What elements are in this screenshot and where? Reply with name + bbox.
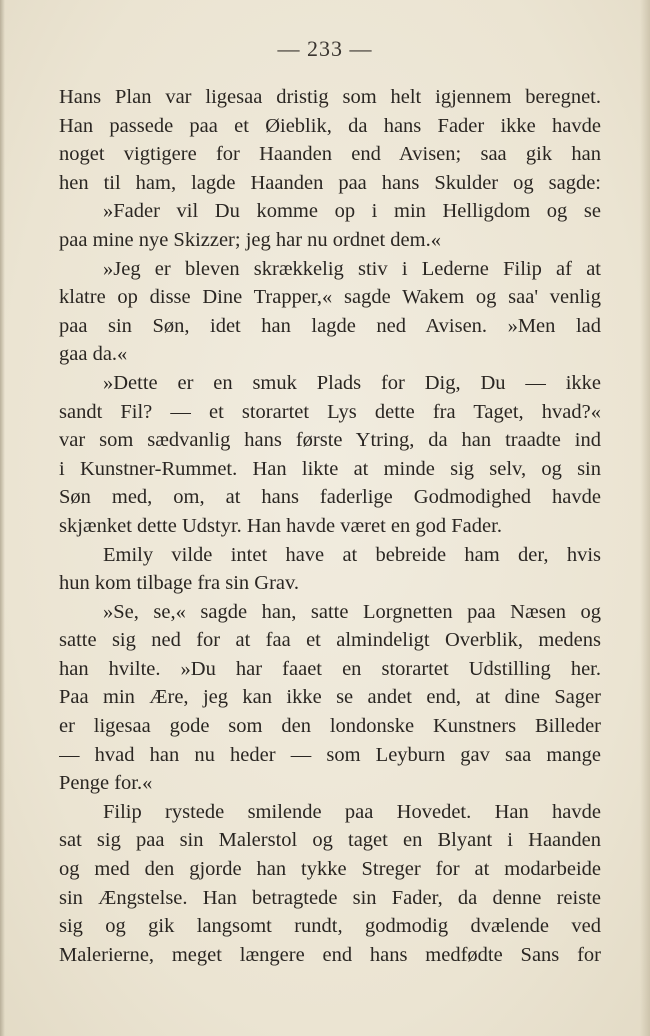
text-line: klatre op disse Dine Trapper,« sagde Wakem og saa' venlig [59, 286, 601, 309]
text-line: »Se, se,« sagde han, satte Lorgnetten paa Næsen og [103, 600, 601, 623]
text-line: Hans Plan var ligesaa dristig som helt igjennem beregnet. [59, 86, 601, 108]
text-line: Søn med, om, at hans faderlige Godmodighed havde [59, 486, 601, 509]
text-line: i Kunstner-Rummet. Han likte at minde sig selv, og sin [59, 457, 601, 480]
text-line: gaa da.« [59, 343, 128, 366]
text-line: er ligesaa gode som den londonske Kunstners Billeder [59, 715, 601, 738]
text-line: »Jeg er bleven skrækkelig stiv i Lederne Filip af at [103, 257, 601, 280]
text-line: noget vigtigere for Haanden end Avisen; saa gik han [59, 143, 601, 166]
text-line: sig og gik langsomt rundt, godmodig dvælende ved [59, 915, 601, 938]
text-line: sandt Fil? — et storartet Lys dette fra Taget, hvad?« [59, 400, 601, 423]
page-number: — 233 — [277, 36, 373, 61]
text-line: »Fader vil Du komme op i min Helligdom og se [103, 200, 601, 223]
text-line: »Dette er en smuk Plads for Dig, Du — ikke [103, 371, 601, 394]
text-line: sat sig paa sin Malerstol og taget en Blyant i Haanden [59, 829, 601, 852]
text-line: Penge for.« [59, 772, 153, 795]
text-line: var som sædvanlig hans første Ytring, da han traadte ind [59, 429, 601, 452]
text-line: skjænket dette Udstyr. Han havde været en god Fader. [59, 514, 502, 537]
text-line: hun kom tilbage fra sin Grav. [59, 572, 300, 595]
text-line: Paa min Ære, jeg kan ikke se andet end, at dine Sager [59, 686, 601, 709]
text-line: Emily vilde intet have at bebreide ham der, hvis [103, 543, 601, 566]
text-line: Malerierne, meget længere end hans medfødte Sans for [59, 943, 601, 966]
text-line: hen til ham, lagde Haanden paa hans Skulder og sagde: [59, 171, 601, 194]
body-text [59, 83, 601, 969]
text-line: satte sig ned for at faa et almindeligt Overblik, medens [59, 629, 601, 652]
text-line: og med den gjorde han tykke Streger for at modarbeide [59, 858, 601, 881]
text-line: Filip rystede smilende paa Hovedet. Han havde [103, 800, 601, 823]
page-right-edge [640, 0, 650, 1036]
text-line: — hvad han nu heder — som Leyburn gav saa mange [59, 743, 601, 766]
text-line: sin Ængstelse. Han betragtede sin Fader, da denne reiste [59, 886, 601, 909]
text-line: han hvilte. »Du har faaet en storartet Udstilling her. [59, 657, 601, 680]
page-left-edge [0, 0, 5, 1036]
text-line: paa sin Søn, idet han lagde ned Avisen. »Men lad [59, 314, 601, 337]
text-line: paa mine nye Skizzer; jeg har nu ordnet dem.« [59, 228, 441, 251]
text-line: Han passede paa et Øieblik, da hans Fader ikke havde [59, 114, 601, 137]
